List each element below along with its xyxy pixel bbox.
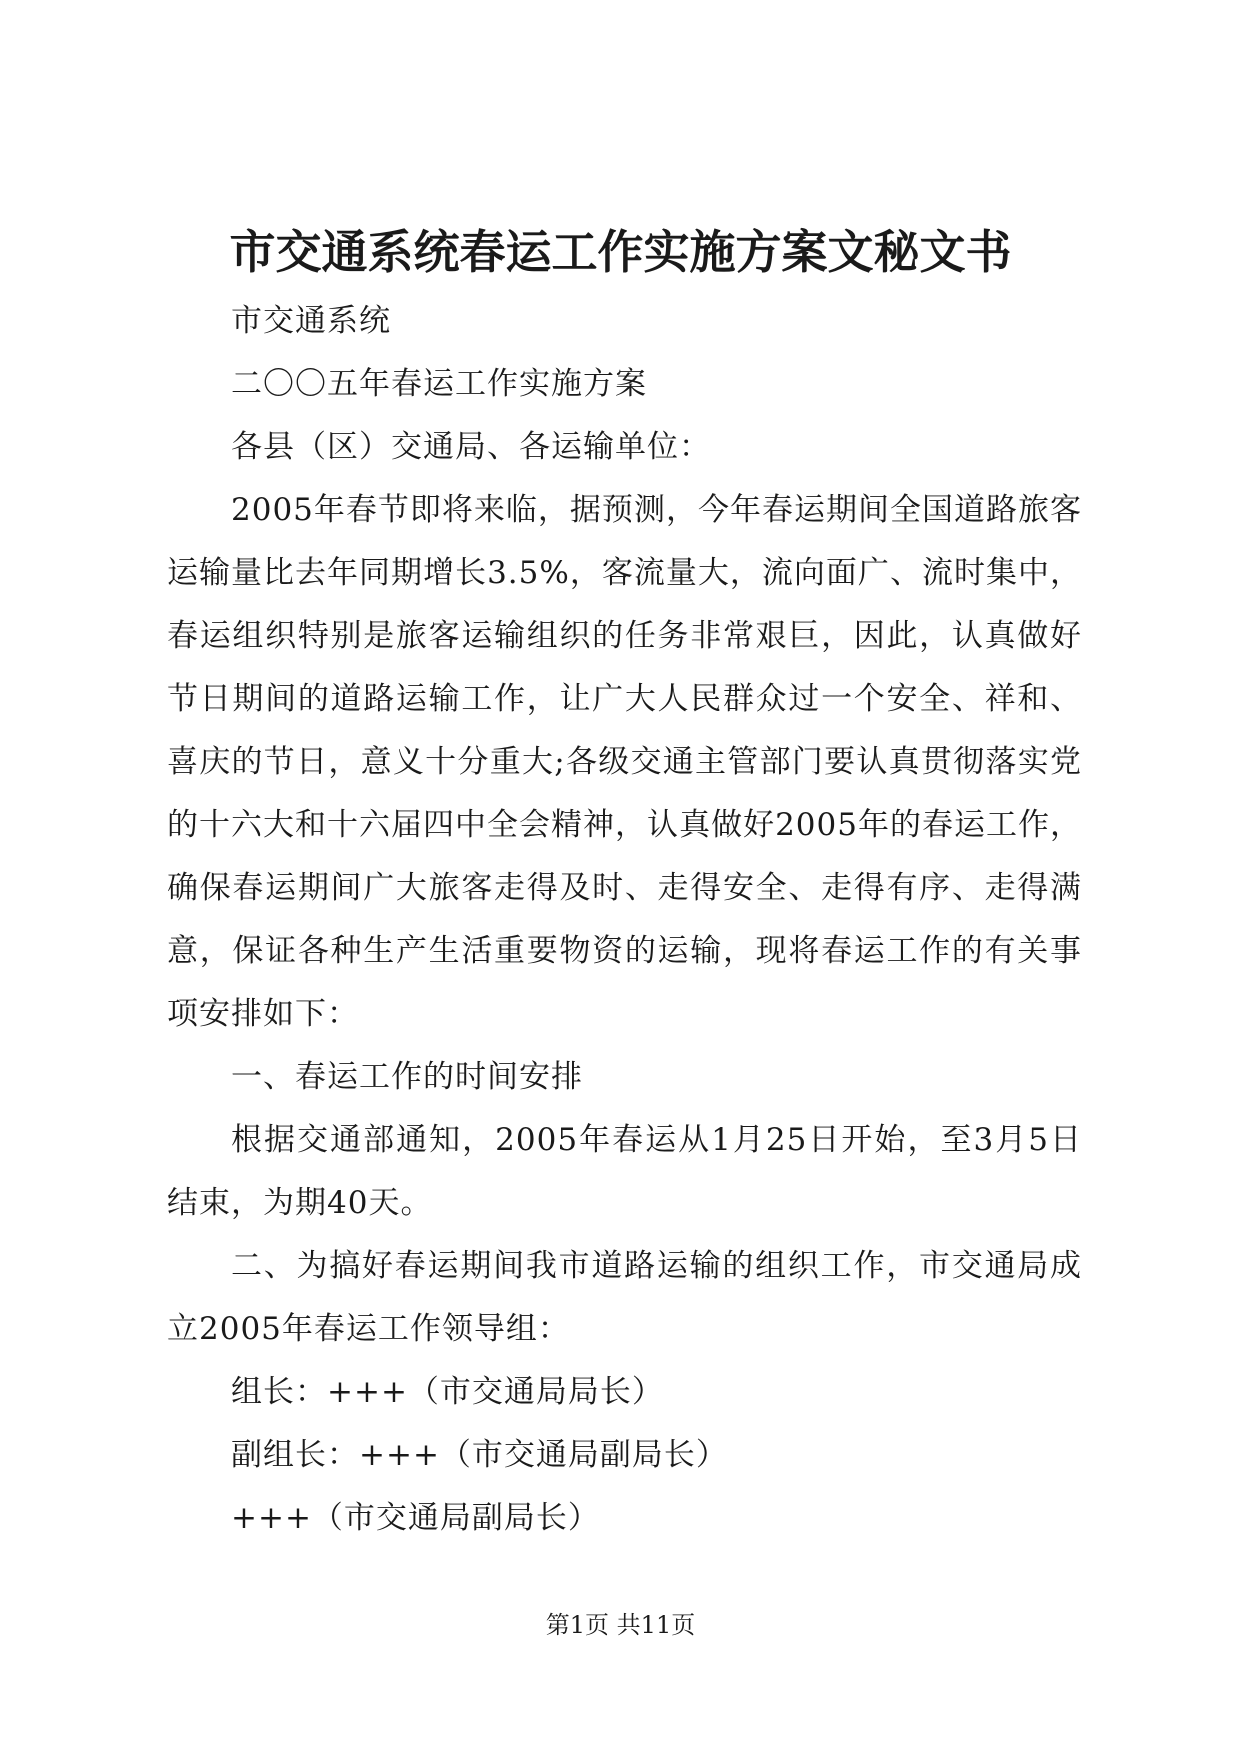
paragraph-issuer: 市交通系统 [231, 303, 391, 339]
page-number-footer: 第1页 共11页 [545, 1611, 696, 1639]
paragraph-recipients: 各县（区）交通局、各运输单位： [231, 429, 711, 465]
section-heading-2: 二、为搞好春运期间我市道路运输的组织工作，市交通局成立2005年春运工作领导组： [167, 1248, 1082, 1347]
paragraph-leader: 组长：+++（市交通局局长） [231, 1374, 664, 1410]
document-body [167, 290, 1082, 1550]
section-heading-1: 一、春运工作的时间安排 [231, 1059, 583, 1095]
paragraph-intro: 2005年春节即将来临，据预测，今年春运期间全国道路旅客运输量比去年同期增长3.5%，客流量大，流向面广、流时集中，春运组织特别是旅客运输组织的任务非常艰巨，因此，认真做好节日期间的道路运输工作，让广大人民群众过一个安全、祥和、喜庆的节日，意义十分重大;各级交通主管部门要认真贯彻落实党的十六大和十六届四中全会精神，认真做好2005年的春运工作，确保春运期间广大旅客走得及时、走得安全、走得有序、走得满意，保证各种生产生活重要物资的运输，现将春运工作的有关事项安排如下： [167, 492, 1082, 1032]
paragraph-deputy-leader-2: +++（市交通局副局长） [231, 1500, 600, 1536]
paragraph-deputy-leader: 副组长：+++（市交通局副局长） [231, 1437, 728, 1473]
paragraph-schedule: 根据交通部通知，2005年春运从1月25日开始，至3月5日结束，为期40天。 [167, 1122, 1082, 1221]
document-title: 市交通系统春运工作实施方案文秘文书 [229, 225, 1012, 279]
paragraph-subtitle: 二〇〇五年春运工作实施方案 [231, 366, 647, 402]
